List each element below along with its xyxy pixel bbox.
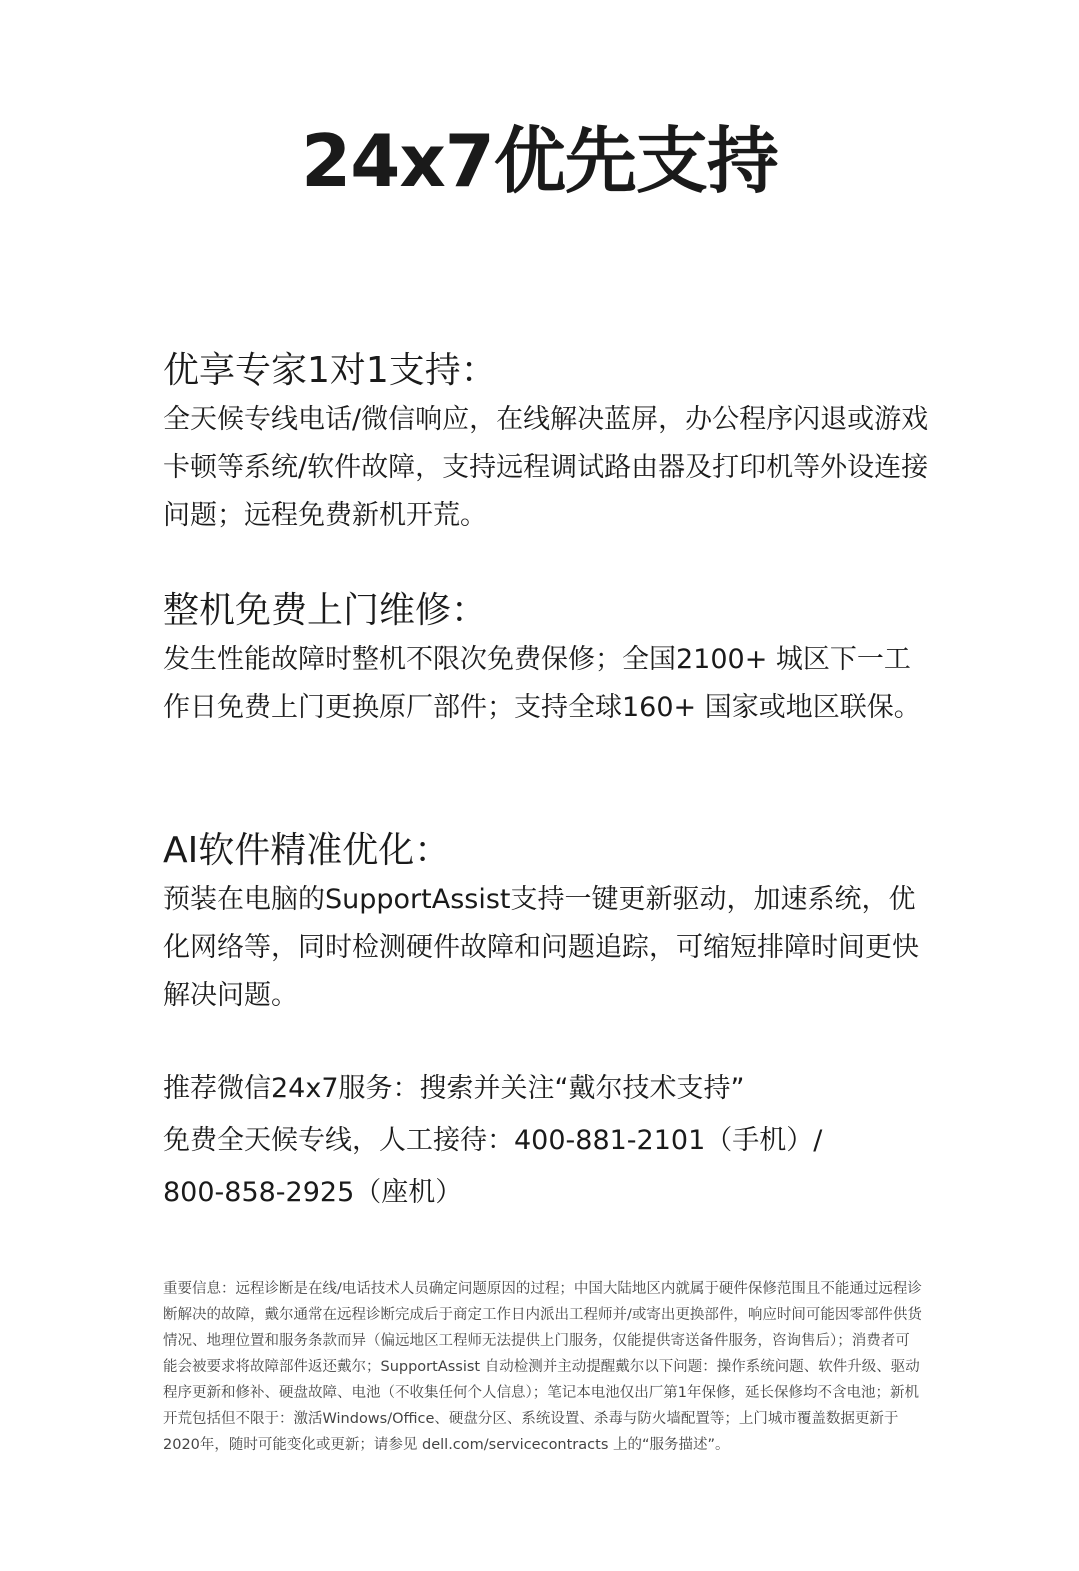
section-body: 预装在电脑的SupportAssist支持一键更新驱动，加速系统，优化网络等，同时检测硬件故障和问题追踪，可缩短排障时间更快解决问题。 <box>163 884 919 1011</box>
section-body: 发生性能故障时整机不限次免费保修；全国2100+ 城区下一工作日免费上门更换原厂部件；支持全球160+ 国家或地区联保。 <box>163 644 921 723</box>
footnote-block <box>163 1276 933 1458</box>
section-body: 全天候专线电话/微信响应，在线解决蓝屏，办公程序闪退或游戏卡顿等系统/软件故障，支持远程调试路由器及打印机等外设连接问题；远程免费新机开荒。 <box>163 404 929 531</box>
section-onsite-repair <box>163 586 933 732</box>
section-ai-optimization <box>163 826 933 1020</box>
section-heading: 优享专家1对1支持： <box>163 350 497 391</box>
hotline-line: 免费全天候专线，人工接待：400-881-2101（手机）/ <box>163 1125 823 1156</box>
landline-line: 800-858-2925（座机） <box>163 1177 463 1208</box>
important-info-footnote: 重要信息：远程诊断是在线/电话技术人员确定问题原因的过程；中国大陆地区内就属于硬件保修范围且不能通过远程诊断解决的故障，戴尔通常在远程诊断完成后于商定工作日内派出工程师并/或寄出更换部件，响应时间可能因零部件供货情况、地理位置和服务条款而异（偏远地区工程师无法提供上门服务，仅能提供寄送备件服务，咨询售后）；消费者可能会被要求将故障部件返还戴尔；SupportAssist 自动检测并主动提醒戴尔以下问题：操作系统问题、软件升级、驱动程序更新和修补、硬盘故障、电池（不收集任何个人信息）；笔记本电池仅出厂第1年保修，延长保修均不含电池；新机开荒包括但不限于：激活Windows/Office、硬盘分区、系统设置、杀毒与防火墙配置等；上门城市覆盖数据更新于2020年，随时可能变化或更新；请参见 dell.com/servicecontracts 上的“服务描述”。 <box>163 1281 922 1453</box>
wechat-service-line: 推荐微信24x7服务：搜索并关注“戴尔技术支持” <box>163 1073 745 1104</box>
section-heading: 整机免费上门维修： <box>163 590 488 631</box>
contact-block <box>163 1063 933 1219</box>
section-expert-support <box>163 346 933 540</box>
section-heading: AI软件精准优化： <box>163 830 451 871</box>
page-title: 24x7优先支持 <box>301 119 778 203</box>
